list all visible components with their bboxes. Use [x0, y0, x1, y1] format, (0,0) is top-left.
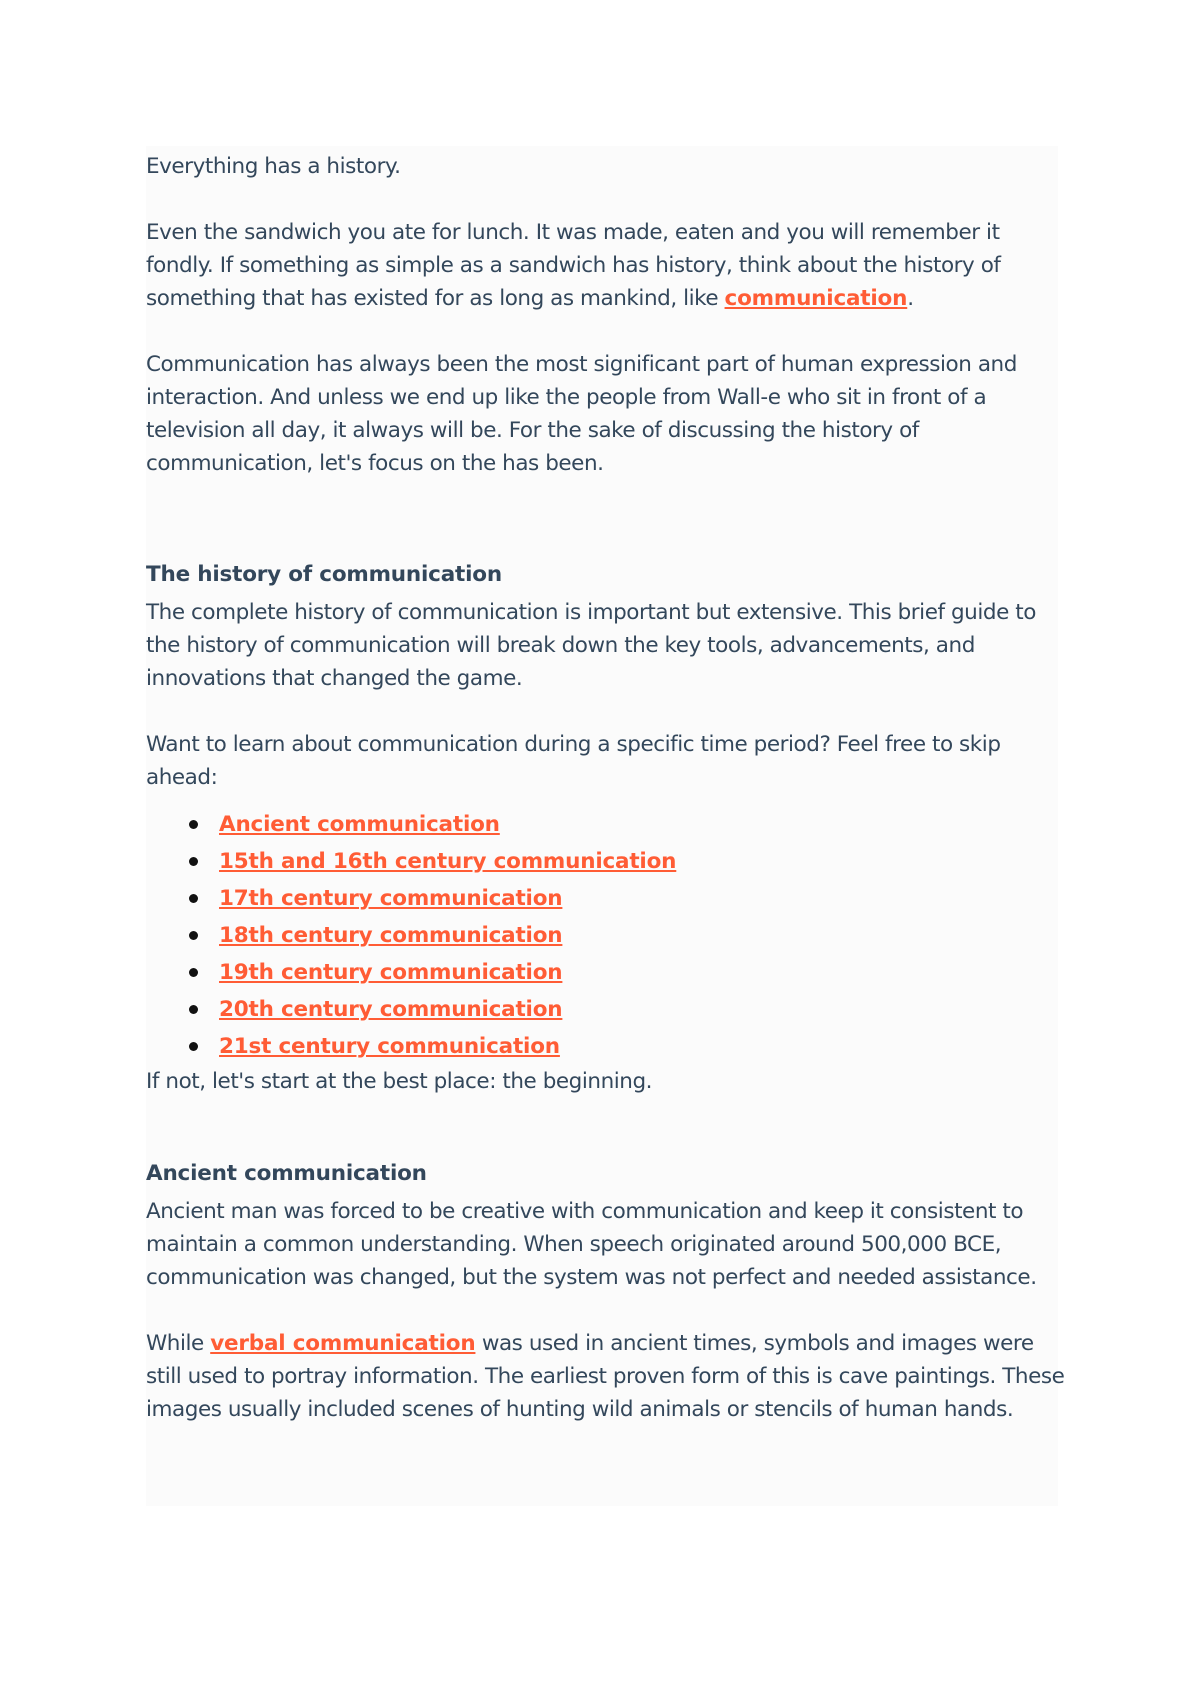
ancient-paragraph-2-text: was used in ancient times, symbols and images were still used to portray information. The earliest proven form of this is cave paintings. These images usually included scenes of hunting wild animals or stencils of human hands. [146, 1331, 1065, 1422]
communication-link[interactable]: communication [724, 286, 908, 311]
toc-item [186, 808, 1066, 845]
bullet-icon [189, 968, 198, 977]
bullet-icon [189, 894, 198, 903]
toc-link-19th-century[interactable]: 19th century communication [219, 960, 563, 985]
history-paragraph-1: The complete history of communication is important but extensive. This brief guide to the history of communication will break down the key tools, advancements, and innovations that changed the game. [146, 600, 1036, 691]
bullet-icon [189, 820, 198, 829]
ancient-paragraph-2-start: While [146, 1331, 211, 1356]
toc-item [186, 993, 1066, 1030]
bullet-icon [189, 1042, 198, 1051]
toc-link-ancient[interactable]: Ancient communication [219, 812, 500, 837]
toc-list [146, 808, 1066, 1067]
article-body [146, 150, 1066, 1426]
toc-link-21st-century[interactable]: 21st century communication [219, 1034, 560, 1059]
intro-paragraph-1: Everything has a history. [146, 154, 401, 179]
intro-paragraph-2-text: Even the sandwich you ate for lunch. It was made, eaten and you will remember it fondly. If something as simple as a sandwich has history, think about the history of something that has existed for as long as mankind, like [146, 220, 1001, 311]
toc-item [186, 956, 1066, 993]
verbal-communication-link[interactable]: verbal communication [210, 1331, 476, 1356]
history-paragraph-2: Want to learn about communication during a specific time period? Feel free to skip ahead: [146, 732, 1001, 790]
intro-paragraph-2-end: . [907, 286, 914, 311]
ancient-paragraph-1: Ancient man was forced to be creative with communication and keep it consistent to maintain a common understanding. When speech originated around 500,000 BCE, communication was changed, but the system was not perfect and needed assistance. [146, 1199, 1037, 1290]
toc-link-18th-century[interactable]: 18th century communication [219, 923, 563, 948]
ancient-heading: Ancient communication [146, 1161, 427, 1186]
toc-link-17th-century[interactable]: 17th century communication [219, 886, 563, 911]
bullet-icon [189, 931, 198, 940]
toc-item [186, 919, 1066, 956]
bullet-icon [189, 857, 198, 866]
toc-link-20th-century[interactable]: 20th century communication [219, 997, 563, 1022]
toc-item [186, 1030, 1066, 1067]
intro-paragraph-2 [146, 216, 1066, 315]
intro-paragraph-3: Communication has always been the most significant part of human expression and interaction. And unless we end up like the people from Wall-e who sit in front of a television all day, it always will be. For the sake of discussing the history of communication, let's focus on the has been. [146, 352, 1017, 476]
ancient-paragraph-2 [146, 1327, 1066, 1426]
history-paragraph-3: If not, let's start at the best place: the beginning. [146, 1069, 653, 1094]
toc-item [186, 882, 1066, 919]
bullet-icon [189, 1005, 198, 1014]
toc-item [186, 845, 1066, 882]
toc-link-15th-16th-century[interactable]: 15th and 16th century communication [219, 849, 677, 874]
history-heading: The history of communication [146, 562, 502, 587]
